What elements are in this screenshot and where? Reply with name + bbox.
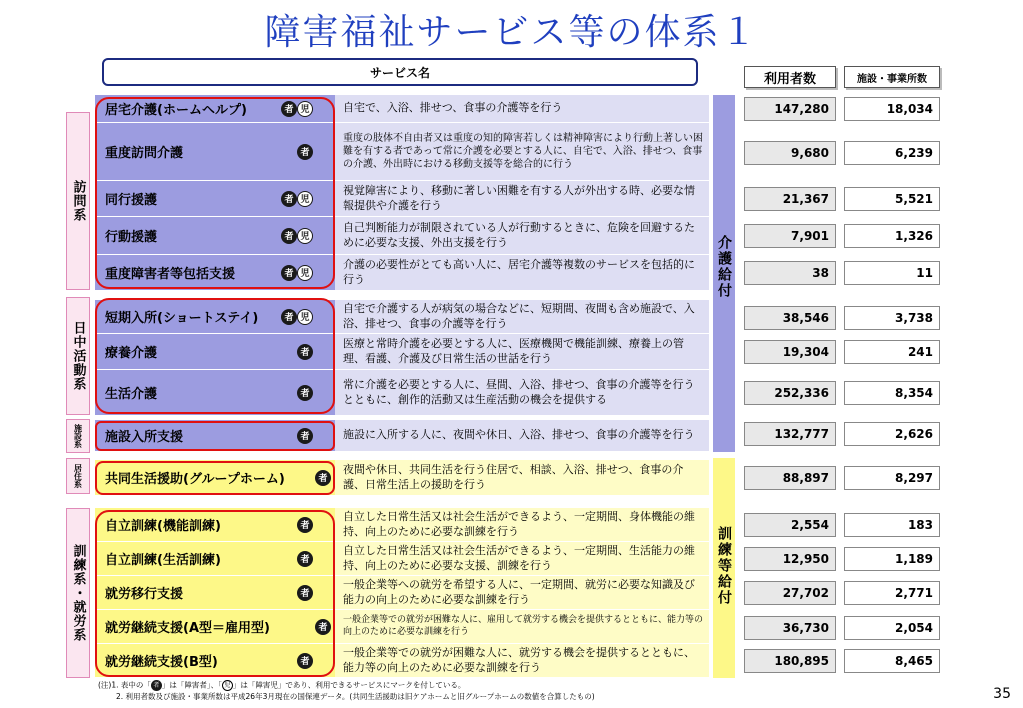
adult-badge-icon: 者 [281,101,297,117]
service-name-cell [95,370,335,416]
service-name: 共同生活援助(グループホーム) [105,472,285,487]
category-training [66,508,90,678]
adult-badge-icon: 者 [281,191,297,207]
service-name-cell [95,255,335,291]
service-desc: 一般企業等での就労が困難な人に、就労する機会を提供するとともに、能力等の向上のために必要な訓練を行う [335,644,709,678]
category-facility [66,419,90,453]
category-day-label: 日中活動系 [70,321,86,391]
service-desc: 自立した日常生活又は社会生活ができるよう、一定期間、生活能力の維持、向上のために必要な支援、訓練を行う [335,542,709,576]
service-name: 重度障害者等包括支援 [105,267,236,282]
service-name-cell [95,181,335,217]
users-count: 38,546 [744,306,836,330]
footnote-1-a: (注)1. 表中の「 [98,680,151,690]
service-name: 療養介護 [105,346,158,361]
facilities-count: 1,326 [844,224,940,248]
facilities-count: 8,354 [844,381,940,405]
facilities-count: 6,239 [844,141,940,165]
users-count: 36,730 [744,616,836,640]
care-benefit-band [713,95,735,452]
service-row [95,181,709,217]
users-count: 7,901 [744,224,836,248]
service-badges [297,653,313,669]
service-desc: 重度の肢体不自由者又は重度の知的障害若しくは精神障害により行動上著しい困難を有する者であって常に介護を必要とする人に、自宅で、入浴、排せつ、食事の介護、外出時における移動支援等を総合的に行う [335,123,709,181]
service-name-cell [95,334,335,370]
category-residence-label: 居住系 [73,464,83,488]
service-row [95,370,709,416]
service-row [95,420,709,452]
adult-badge-icon: 者 [297,344,313,360]
adult-badge-icon: 者 [315,470,331,486]
service-badges [281,191,313,207]
service-desc: 自宅で介護する人が病気の場合などに、短期間、夜間も含め施設で、入浴、排せつ、食事の介護等を行う [335,300,709,334]
service-row [95,255,709,291]
facilities-count: 183 [844,513,940,537]
service-badges [281,309,313,325]
adult-badge-icon: 者 [297,585,313,601]
service-row [95,300,709,334]
adult-badge-icon: 者 [281,265,297,281]
facilities-count: 2,771 [844,581,940,605]
care-benefit-label: 介護給付 [716,235,732,299]
service-desc: 自立した日常生活又は社会生活ができるよう、一定期間、身体機能の維持、向上のために必要な訓練を行う [335,508,709,542]
service-name-cell [95,95,335,123]
service-desc: 一般企業等への就労を希望する人に、一定期間、就労に必要な知識及び能力の向上のために必要な訓練を行う [335,576,709,610]
service-name-cell [95,542,335,576]
service-badges [281,265,313,281]
footnote-1-c: 」は「障害児」であり、利用できるサービスにマークを付している。 [232,680,466,690]
category-residence [66,458,90,494]
adult-badge-icon: 者 [281,309,297,325]
adult-badge-icon: 者 [297,653,313,669]
service-name-cell [95,576,335,610]
adult-badge-icon: 者 [151,680,162,691]
users-count: 19,304 [744,340,836,364]
service-row [95,542,709,576]
service-name-cell [95,420,335,452]
service-name: 生活介護 [105,387,158,402]
header-service-name: サービス名 [102,58,698,86]
child-badge-icon: 児 [297,265,313,281]
service-desc: 医療と常時介護を必要とする人に、医療機関で機能訓練、療養上の管理、看護、介護及び日常生活の世話を行う [335,334,709,370]
training-benefit-band [713,458,735,678]
facilities-count: 2,626 [844,422,940,446]
child-badge-icon: 児 [297,309,313,325]
service-row [95,644,709,678]
users-count: 180,895 [744,649,836,673]
service-name: 就労移行支援 [105,587,184,602]
child-badge-icon: 児 [297,228,313,244]
service-name-cell [95,644,335,678]
service-desc: 一般企業等での就労が困難な人に、雇用して就労する機会を提供するとともに、能力等の向上のために必要な訓練を行う [335,610,709,644]
service-badges [281,228,313,244]
facilities-count: 8,465 [844,649,940,673]
facilities-count: 2,054 [844,616,940,640]
facilities-count: 11 [844,261,940,285]
service-name: 自立訓練(生活訓練) [105,553,221,568]
users-count: 88,897 [744,466,836,490]
child-badge-icon: 児 [297,191,313,207]
service-row [95,334,709,370]
service-badges [315,470,331,486]
facilities-count: 8,297 [844,466,940,490]
service-row [95,610,709,644]
facilities-count: 241 [844,340,940,364]
child-badge-icon: 児 [222,680,233,691]
service-desc: 自宅で、入浴、排せつ、食事の介護等を行う [335,95,709,123]
service-row [95,217,709,255]
training-benefit-label: 訓練等給付 [716,526,732,606]
service-name: 同行援護 [105,193,158,208]
service-desc: 常に介護を必要とする人に、昼間、入浴、排せつ、食事の介護等を行うとともに、創作的活動又は生産活動の機会を提供する [335,370,709,416]
service-badges [297,585,313,601]
service-name: 就労継続支援(A型＝雇用型) [105,621,270,636]
service-name: 重度訪問介護 [105,146,184,161]
adult-badge-icon: 者 [297,385,313,401]
adult-badge-icon: 者 [281,228,297,244]
child-badge-icon: 児 [297,101,313,117]
service-name: 行動援護 [105,230,158,245]
users-count: 2,554 [744,513,836,537]
service-name-cell [95,123,335,181]
service-row [95,123,709,181]
header-users: 利用者数 [744,66,836,88]
users-count: 12,950 [744,547,836,571]
users-count: 252,336 [744,381,836,405]
adult-badge-icon: 者 [297,517,313,533]
adult-badge-icon: 者 [297,551,313,567]
page-title: 障害福祉サービス等の体系１ [264,12,759,53]
service-row [95,95,709,123]
users-count: 27,702 [744,581,836,605]
service-desc: 施設に入所する人に、夜間や休日、入浴、排せつ、食事の介護等を行う [335,420,709,452]
service-desc: 自己判断能力が制限されている人が行動するときに、危険を回避するために必要な支援、外出支援を行う [335,217,709,255]
service-row [95,508,709,542]
service-name: 就労継続支援(B型) [105,655,218,670]
users-count: 147,280 [744,97,836,121]
page-number: 35 [993,686,1011,702]
service-name-cell [95,508,335,542]
facilities-count: 1,189 [844,547,940,571]
service-badges [297,517,313,533]
category-visit [66,112,90,290]
service-desc: 視覚障害により、移動に著しい困難を有する人が外出する時、必要な情報提供や介護を行う [335,181,709,217]
service-name: 自立訓練(機能訓練) [105,519,221,534]
footnote-1 [98,680,465,691]
service-row [95,576,709,610]
users-count: 132,777 [744,422,836,446]
service-badges [297,344,313,360]
service-desc: 介護の必要性がとても高い人に、居宅介護等複数のサービスを包括的に行う [335,255,709,291]
service-name: 施設入所支援 [105,430,184,445]
facilities-count: 18,034 [844,97,940,121]
service-name-cell [95,217,335,255]
service-badges [297,551,313,567]
facilities-count: 3,738 [844,306,940,330]
service-badges [297,144,313,160]
users-count: 21,367 [744,187,836,211]
service-row [95,460,709,496]
service-desc: 夜間や休日、共同生活を行う住居で、相談、入浴、排せつ、食事の介護、日常生活上の援助を行う [335,460,709,496]
footnote-2: 2. 利用者数及び施設・事業所数は平成26年3月現在の国保連データ。(共同生活援助は旧ケアホームと旧グループホームの数値を合算したもの) [116,692,595,701]
category-visit-label: 訪問系 [70,180,86,222]
category-day [66,297,90,415]
footnote-1-b: 」は「障害者」、「 [161,680,222,690]
service-name: 居宅介護(ホームヘルプ) [105,103,247,118]
service-name-cell [95,610,335,644]
category-training-label: 訓練系・就労系 [70,544,86,642]
service-name-cell [95,460,335,496]
service-badges [297,385,313,401]
service-badges [315,619,331,635]
category-facility-label: 施設系 [73,424,83,448]
service-badges [281,101,313,117]
service-name-cell [95,300,335,334]
users-count: 9,680 [744,141,836,165]
service-name: 短期入所(ショートステイ) [105,311,259,326]
users-count: 38 [744,261,836,285]
facilities-count: 5,521 [844,187,940,211]
adult-badge-icon: 者 [297,144,313,160]
service-badges [297,428,313,444]
adult-badge-icon: 者 [315,619,331,635]
adult-badge-icon: 者 [297,428,313,444]
header-facilities: 施設・事業所数 [844,66,940,88]
